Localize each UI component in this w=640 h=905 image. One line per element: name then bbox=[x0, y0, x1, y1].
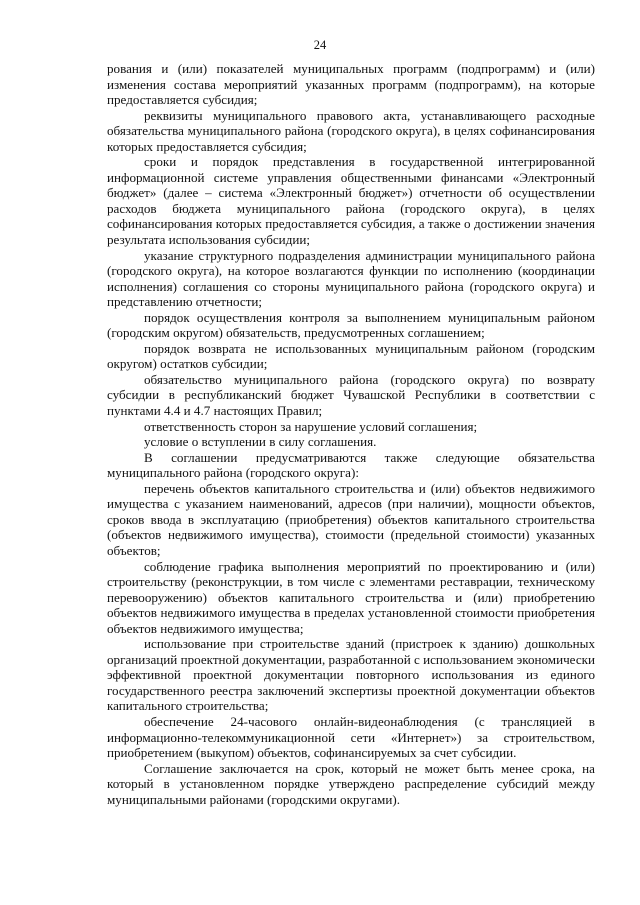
paragraph-schedule-compliance: соблюдение графика выполнения мероприятий по проектированию и (или) строительству (реконструкции, в том числе с элементами реставрации, техническому перевооружению) объектов капитального строительства и (или) приобретению объектов недвижимого имущества в пределах установленной стоимости приобретения объектов недвижимого имущества; bbox=[107, 558, 595, 636]
paragraph-legal-act-details: реквизиты муниципального правового акта, устанавливающего расходные обязательства муниципального района (городского округа), в целях софинансирования которых предоставляется субсидия; bbox=[107, 107, 595, 154]
paragraph-liability: ответственность сторон за нарушение условий соглашения; bbox=[144, 418, 478, 434]
paragraph-reporting-terms: сроки и порядок представления в государственной интегрированной информационной системе управления общественными финансами «Электронный бюджет» (далее – система «Электронный бюджет») отчетности об осуществлении расходов бюджета муниципального района (городского округа), в целях софинансирования которых предоставляется субсидия, а также о достижении значения результата использования субсидии; bbox=[107, 154, 595, 248]
paragraph-objects-list: перечень объектов капитального строительства и (или) объектов недвижимого имущества с указанием наименований, адресов (при наличии), мощности объектов, сроков ввода в эксплуатацию (приобретения) объектов капитального строительства (объектов недвижимого имущества), стоимости (предельной стоимости) указанных объектов; bbox=[107, 480, 595, 558]
page-number: 24 bbox=[313, 38, 327, 52]
paragraph-control-procedure: порядок осуществления контроля за выполнением муниципальным районом (городским округом) обязательств, предусмотренных соглашением; bbox=[107, 309, 595, 341]
paragraph-video-surveillance: обеспечение 24-часового онлайн-видеонаблюдения (с трансляцией в информационно-телекоммуникационной сети «Интернет») за строительством, приобретением (выкупом) объектов, софинансируемых за счет субсидии. bbox=[107, 713, 595, 761]
paragraph-responsible-unit: указание структурного подразделения администрации муниципального района (городского округа), на которое возлагаются функции по исполнению (координации исполнения) соглашения со стороны муниципального района (городского округа) и представлению отчетности; bbox=[107, 247, 595, 310]
paragraph-design-documentation: использование при строительстве зданий (пристроек к зданию) дошкольных организаций проектной документации, разработанной с использованием экономически эффективной проектной документации повторного использования из единого государственного реестра заключений экспертизы проектной документации объектов капитального строительства; bbox=[107, 636, 595, 714]
document-body bbox=[107, 61, 595, 807]
paragraph-return-procedure: порядок возврата не использованных муниципальным районом (городским округом) остатков субсидии; bbox=[107, 340, 595, 372]
paragraph-entry-into-force: условие о вступлении в силу соглашения. bbox=[144, 434, 377, 450]
paragraph-additional-obligations: В соглашении предусматриваются также следующие обязательства муниципального района (городского округа): bbox=[107, 449, 595, 481]
paragraph-agreement-term: Соглашение заключается на срок, который не может быть менее срока, на который в установленном порядке утверждено распределение субсидий между муниципальными районами (городскими округами). bbox=[107, 760, 595, 807]
paragraph-return-obligation: обязательство муниципального района (городского округа) по возврату субсидии в республиканский бюджет Чувашской Республики в соответствии с пунктами 4.4 и 4.7 настоящих Правил; bbox=[107, 371, 595, 419]
paragraph-continued: рования и (или) показателей муниципальных программ (подпрограмм) и (или) изменения состава мероприятий указанных программ (подпрограмм), на которые предоставляется субсидия; bbox=[107, 61, 595, 108]
